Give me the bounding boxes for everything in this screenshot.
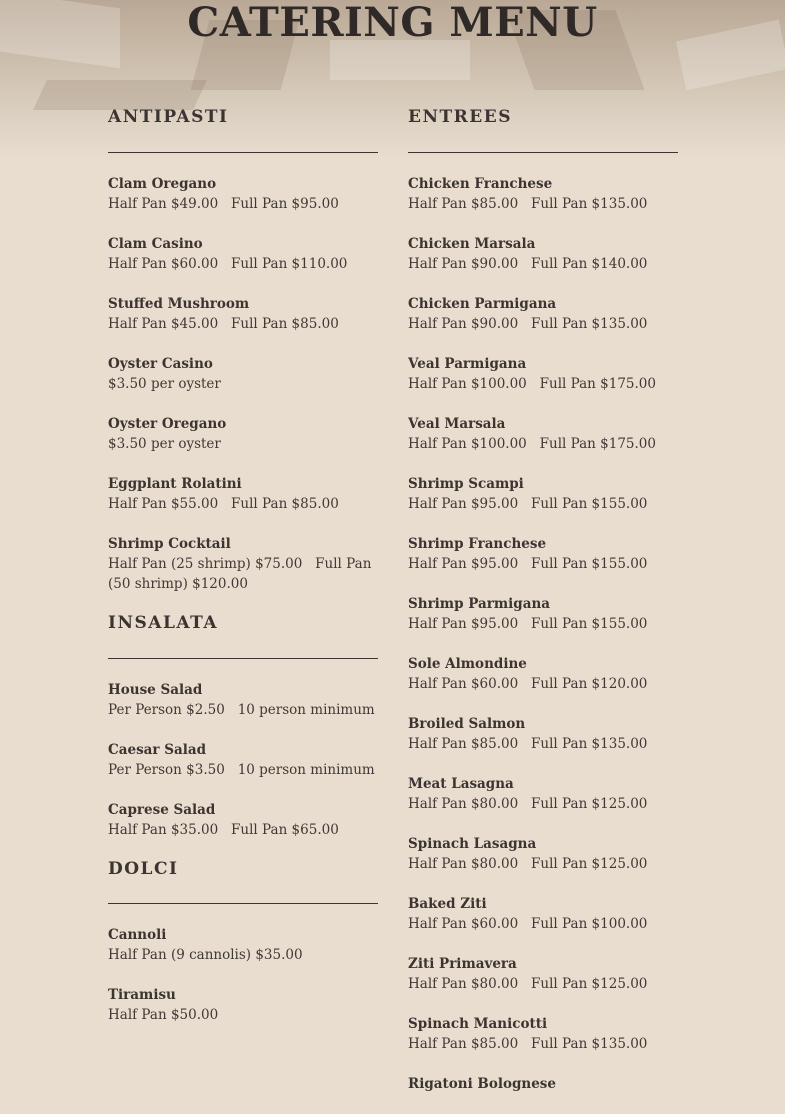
menu-item (408, 594, 678, 634)
menu-item-name: Broiled Salmon (408, 716, 526, 732)
menu-item (408, 894, 678, 934)
antipasti-list (108, 174, 378, 594)
menu-item-name: Shrimp Cocktail (108, 536, 231, 552)
menu-item (108, 740, 378, 780)
insalata-section (108, 611, 378, 860)
menu-item-price: Per Person $3.50 10 person minimum (108, 762, 375, 778)
menu-item (408, 174, 678, 214)
section-divider (108, 152, 378, 153)
menu-item-name: Baked Ziti (408, 896, 487, 912)
menu-item-price: Half Pan (9 cannolis) $35.00 (108, 947, 303, 963)
menu-item (408, 954, 678, 994)
menu-item-price: Half Pan $100.00 Full Pan $175.00 (408, 436, 656, 452)
menu-item-price: Half Pan (25 shrimp) $75.00 Full Pan (50 shrimp) $120.00 (108, 556, 376, 592)
menu-item (108, 800, 378, 840)
menu-item-price: Half Pan $80.00 Full Pan $125.00 (408, 976, 648, 992)
menu-item-price: Half Pan $95.00 Full Pan $155.00 (408, 496, 648, 512)
menu-item (408, 1074, 678, 1094)
section-divider (108, 658, 378, 659)
menu-item (408, 354, 678, 394)
menu-item-price: Half Pan $95.00 Full Pan $155.00 (408, 616, 648, 632)
menu-item (108, 474, 378, 514)
section-heading-entrees: ENTREES (408, 107, 512, 127)
menu-item-price: Half Pan $35.00 Full Pan $65.00 (108, 822, 339, 838)
menu-item-price: Per Person $2.50 10 person minimum (108, 702, 375, 718)
menu-item-name: Stuffed Mushroom (108, 296, 250, 312)
menu-item-name: Veal Marsala (408, 416, 506, 432)
menu-item-name: Spinach Lasagna (408, 836, 537, 852)
menu-item-name: Tiramisu (108, 987, 176, 1003)
menu-item-price: Half Pan $60.00 Full Pan $100.00 (408, 916, 648, 932)
menu-item (408, 654, 678, 694)
menu-item-price: Half Pan $55.00 Full Pan $85.00 (108, 496, 339, 512)
section-divider (408, 152, 678, 153)
menu-item-name: Chicken Marsala (408, 236, 536, 252)
menu-item-price: Half Pan $85.00 Full Pan $135.00 (408, 1036, 648, 1052)
menu-item-price: $3.50 per oyster (108, 376, 221, 392)
menu-item-price: Half Pan $85.00 Full Pan $135.00 (408, 736, 648, 752)
menu-item-name: Clam Casino (108, 236, 203, 252)
menu-item-name: Shrimp Parmigana (408, 596, 551, 612)
menu-item-name: Oyster Casino (108, 356, 213, 372)
menu-item (108, 354, 378, 394)
insalata-list (108, 680, 378, 840)
menu-item (408, 414, 678, 454)
menu-item-price: Half Pan $50.00 (108, 1007, 219, 1023)
menu-item-name: Shrimp Franchese (408, 536, 547, 552)
menu-item-price: Half Pan $100.00 Full Pan $175.00 (408, 376, 656, 392)
menu-item-name: Clam Oregano (108, 176, 217, 192)
menu-item-price: $3.50 per oyster (108, 436, 221, 452)
entrees-section (408, 105, 678, 1114)
menu-item (408, 534, 678, 574)
menu-item-price: Half Pan $85.00 Full Pan $135.00 (408, 196, 648, 212)
menu-item-price: Half Pan $45.00 Full Pan $85.00 (108, 316, 339, 332)
section-divider (108, 903, 378, 904)
menu-item-name: Spinach Manicotti (408, 1016, 548, 1032)
menu-item (408, 774, 678, 814)
menu-item-name: Rigatoni Bolognese (408, 1076, 556, 1092)
antipasti-section (108, 105, 378, 614)
menu-item-price: Half Pan $60.00 Full Pan $110.00 (108, 256, 348, 272)
menu-item-price: Half Pan $90.00 Full Pan $140.00 (408, 256, 648, 272)
menu-item-name: Ziti Primavera (408, 956, 517, 972)
menu-item (108, 414, 378, 454)
menu-item (108, 174, 378, 214)
menu-item-price: Half Pan $95.00 Full Pan $155.00 (408, 556, 648, 572)
menu-item-name: Chicken Franchese (408, 176, 553, 192)
menu-item (108, 234, 378, 274)
page-title: CATERING MENU (187, 0, 598, 46)
menu-item-name: Meat Lasagna (408, 776, 514, 792)
menu-item (408, 234, 678, 274)
menu-item-price: Half Pan $80.00 Full Pan $125.00 (408, 796, 648, 812)
menu-item (408, 834, 678, 874)
section-heading-antipasti: ANTIPASTI (108, 107, 229, 127)
menu-item (408, 294, 678, 334)
menu-item-name: Chicken Parmigana (408, 296, 557, 312)
menu-item-price: Half Pan $80.00 Full Pan $125.00 (408, 856, 648, 872)
menu-item (408, 1014, 678, 1054)
menu-item-price: Half Pan $90.00 Full Pan $135.00 (408, 316, 648, 332)
menu-item-name: Cannoli (108, 927, 167, 943)
menu-item-name: Eggplant Rolatini (108, 476, 242, 492)
entrees-list (408, 174, 678, 1094)
menu-item-name: House Salad (108, 682, 203, 698)
menu-item-name: Veal Parmigana (408, 356, 527, 372)
menu-item-name: Sole Almondine (408, 656, 527, 672)
menu-item (108, 294, 378, 334)
menu-item (408, 714, 678, 754)
menu-item-price: Half Pan $49.00 Full Pan $95.00 (108, 196, 339, 212)
menu-item-price: Half Pan $60.00 Full Pan $120.00 (408, 676, 648, 692)
menu-item-name: Caprese Salad (108, 802, 216, 818)
dolci-section (108, 857, 378, 1045)
hero-decor (330, 40, 470, 80)
menu-item (108, 534, 378, 594)
menu-item (408, 474, 678, 514)
menu-item (108, 925, 378, 965)
menu-item-name: Caesar Salad (108, 742, 207, 758)
menu-item-name: Oyster Oregano (108, 416, 227, 432)
section-heading-insalata: INSALATA (108, 613, 219, 633)
dolci-list (108, 925, 378, 1025)
menu-item-name: Shrimp Scampi (408, 476, 524, 492)
menu-item (108, 680, 378, 720)
menu-item (108, 985, 378, 1025)
section-heading-dolci: DOLCI (108, 859, 179, 879)
